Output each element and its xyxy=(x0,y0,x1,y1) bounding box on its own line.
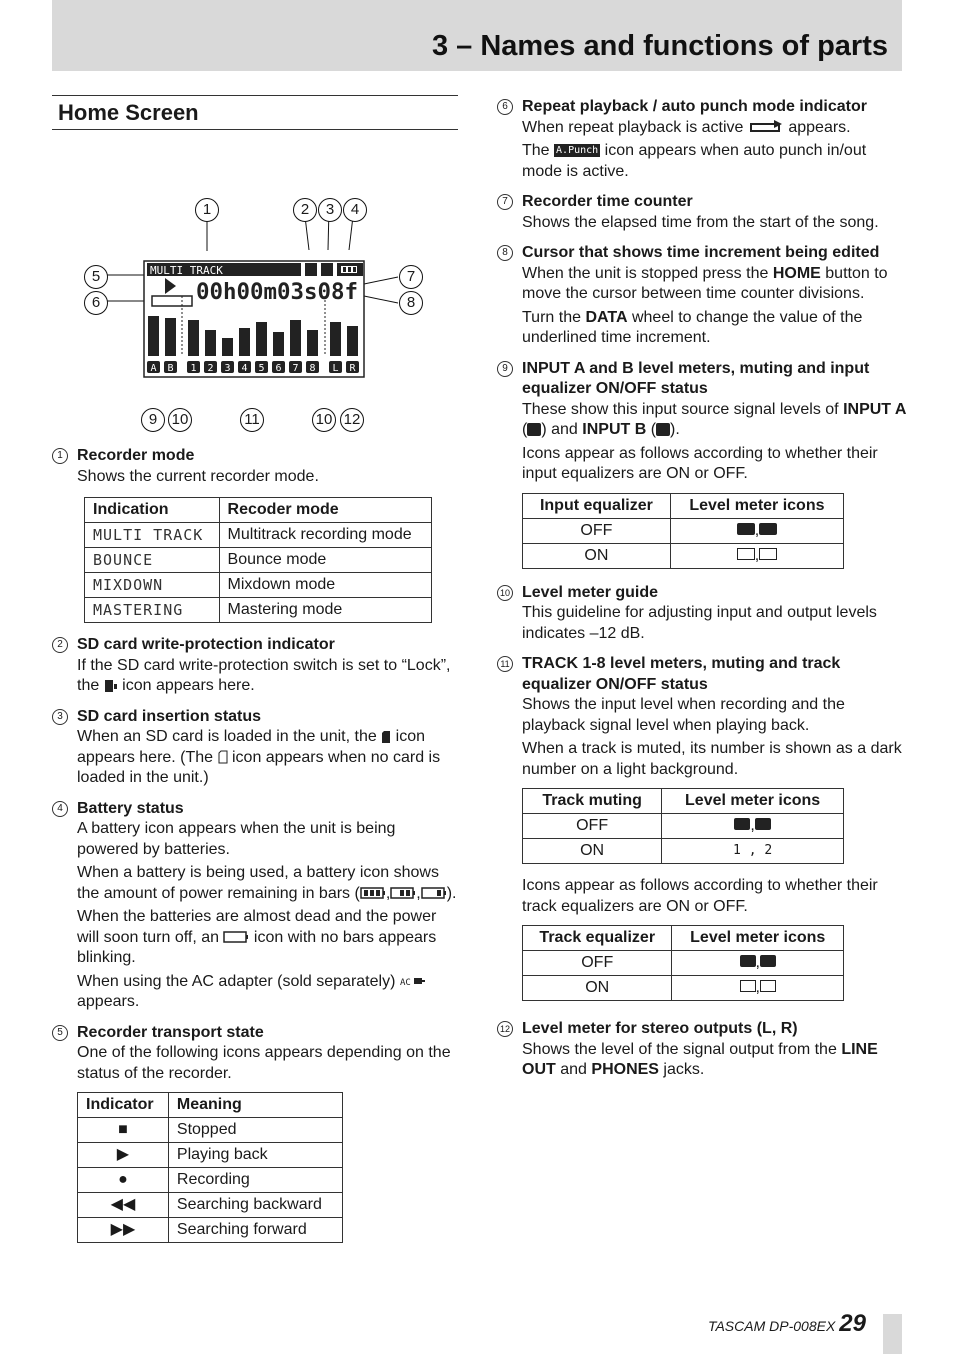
item-text: Shows the current recorder mode. xyxy=(77,467,319,485)
model-name: TASCAM DP-008EX xyxy=(707,1318,836,1334)
meter-bar xyxy=(290,320,301,356)
item-recorder-mode xyxy=(52,446,458,623)
record-icon: ● xyxy=(78,1168,169,1193)
sd-lock-icon xyxy=(104,679,118,693)
item-transport: 5 Recorder transport state One of the following icons appears depending on the status of the recorder. Indicator Meaning ■ Stopped ▶ Playing back ● Recording ◀◀ Searching backward ▶▶ Searching forward xyxy=(52,1023,458,1244)
callout-10: 10 xyxy=(168,408,192,432)
page-header xyxy=(52,0,902,71)
item-time-counter: 7 Recorder time counter Shows the elapsed time from the start of the song. xyxy=(497,192,907,233)
rewind-icon: ◀◀ xyxy=(78,1193,169,1218)
item-title: Recorder mode xyxy=(77,447,195,464)
track-eq-table: Track equalizer Level meter icons OFF , ON , xyxy=(522,925,844,1001)
meter-bar xyxy=(165,318,176,356)
callout-2: 2 xyxy=(293,198,317,222)
item-title: Level meter guide xyxy=(522,583,659,601)
sd-empty-icon xyxy=(218,750,228,764)
fast-forward-icon: ▶▶ xyxy=(78,1218,169,1243)
svg-text:AC: AC xyxy=(399,978,411,988)
callout-6: 6 xyxy=(84,291,108,315)
item-meter-guide: 10 Level meter guide This guideline for adjusting input and output levels indicates –12 dB. xyxy=(497,583,907,645)
battery-two-bars-icon xyxy=(390,887,416,899)
item-title: SD card insertion status xyxy=(77,707,262,725)
item-title: Recorder time counter xyxy=(522,193,693,210)
input-b-icon xyxy=(656,423,670,436)
item-title: Repeat playback / auto punch mode indicator xyxy=(522,98,867,115)
item-number: 6 xyxy=(497,99,513,115)
item-title: Battery status xyxy=(77,799,184,817)
callout-7: 7 xyxy=(399,265,423,289)
svg-text:MULTI TRACK: MULTI TRACK xyxy=(150,264,223,277)
track-mute-on-icons: 1 , 2 xyxy=(662,839,844,864)
item-number: 9 xyxy=(497,361,513,377)
meter-label: 4 xyxy=(241,363,248,374)
meter-label: R xyxy=(349,363,356,374)
item-sd-protect: 2 SD card write-protection indicator If the SD card write-protection switch is set to “Lock”, the icon appears here. xyxy=(52,635,458,697)
item-title: SD card write-protection indicator xyxy=(77,636,335,653)
meter-bar xyxy=(205,330,216,356)
input-eq-off-icons: , xyxy=(670,518,843,543)
page-footer xyxy=(708,1310,866,1338)
auto-punch-icon: A.Punch xyxy=(556,145,599,157)
chapter-title: 3 – Names and functions of parts xyxy=(431,30,888,62)
track-mute-table: Track muting Level meter icons OFF , ON 1 , 2 xyxy=(522,788,844,864)
callout-12: 12 xyxy=(340,408,364,432)
item-input-meters: 9 INPUT A and B level meters, muting and input equalizer ON/OFF status These show this input source signal levels of INPUT A ( ) and INPUT B ( ). Icons appear as follows according to whether their input equalizers are ON or OFF. Input equalizer Level meter icons OFF , ON , xyxy=(497,359,907,569)
meter-bar xyxy=(188,320,199,356)
item-stereo-meters: 12 Level meter for stereo outputs (L, R) Shows the level of the signal output from the LINE OUT and PHONES jacks. xyxy=(497,1019,907,1081)
meter-bar xyxy=(330,322,341,356)
repeat-icon xyxy=(748,120,784,134)
ac-adapter-icon xyxy=(400,975,426,987)
item-number: 4 xyxy=(52,801,68,817)
item-number: 2 xyxy=(52,637,68,653)
item-battery: 4 Battery status A battery icon appears when the unit is being powered by batteries. When a battery is being used, a battery icon shows the amount of power remaining in bars ( , , ). When the batteries are almost dead and the power will soon turn off, an icon with no bars appears blinking. When using the AC adapter (sold separately) AC appears. xyxy=(52,799,458,1013)
callout-4: 4 xyxy=(343,198,367,222)
callout-9: 9 xyxy=(141,408,165,432)
item-sd-insert: 3 SD card insertion status When an SD card is loaded in the unit, the icon appears here. (The icon appears when no card is loaded in the unit.) xyxy=(52,707,458,789)
meter-label: A xyxy=(150,363,157,374)
meter-label: 6 xyxy=(275,363,282,374)
input-a-icon xyxy=(527,423,541,436)
meter-label: 3 xyxy=(224,363,231,374)
lcd-diagram xyxy=(52,146,458,428)
track-eq-off-icons: , xyxy=(672,951,844,976)
left-column xyxy=(52,95,458,1243)
meter-label: 2 xyxy=(207,363,214,374)
callout-3: 3 xyxy=(318,198,342,222)
item-number: 10 xyxy=(497,585,513,601)
lcd-illustration xyxy=(52,146,458,386)
track-eq-on-icons: , xyxy=(672,976,844,1001)
meter-label: 7 xyxy=(292,363,299,374)
battery-full-icon xyxy=(360,887,386,899)
track-mute-off-icons: , xyxy=(662,814,844,839)
page-tab xyxy=(883,1314,902,1354)
play-icon: ▶ xyxy=(78,1143,169,1168)
item-title: Level meter for stereo outputs (L, R) xyxy=(522,1020,798,1037)
input-eq-on-icons: , xyxy=(670,543,843,568)
meter-bar xyxy=(273,332,284,356)
callout-1: 1 xyxy=(195,198,219,222)
item-title: INPUT A and B level meters, muting and input equalizer ON/OFF status xyxy=(522,359,870,397)
item-cursor: 8 Cursor that shows time increment being edited When the unit is stopped press the HOME button to move the cursor between time counter divisions. Turn the DATA wheel to change the value of the underlined time increment. xyxy=(497,243,907,349)
meter-label: 5 xyxy=(258,363,265,374)
callout-10b: 10 xyxy=(312,408,336,432)
meter-label: L xyxy=(332,363,339,374)
battery-one-bar-icon xyxy=(421,887,447,899)
item-title: TRACK 1-8 level meters, muting and track equalizer ON/OFF status xyxy=(522,655,841,693)
sd-card-icon xyxy=(381,730,391,744)
item-title: Cursor that shows time increment being edited xyxy=(522,244,880,261)
item-number: 11 xyxy=(497,656,513,672)
callout-8: 8 xyxy=(399,291,423,315)
item-number: 3 xyxy=(52,709,68,725)
meter-bar xyxy=(148,316,159,356)
meter-bar xyxy=(256,322,267,356)
battery-empty-icon xyxy=(223,931,249,943)
item-title: Recorder transport state xyxy=(77,1023,264,1041)
item-repeat: 6 Repeat playback / auto punch mode indicator When repeat playback is active appears. The A.Punch icon appears when auto punch in/out mode is active. xyxy=(497,97,907,182)
meter-label: B xyxy=(167,363,174,374)
item-track-meters: 11 TRACK 1-8 level meters, muting and track equalizer ON/OFF status Shows the input level when recording and the playback signal level when playing back. When a track is muted, its number is shown as a dark number on a light background. Track muting Level meter icons OFF , ON 1 , 2 Icons appear as follows according to whether their track equalizers are ON or OFF. Track equalizer Level meter icons OFF , ON , xyxy=(497,654,907,1001)
meter-bar xyxy=(307,330,318,356)
right-column xyxy=(497,97,907,1081)
meter-label: 1 xyxy=(190,363,197,374)
stop-icon: ■ xyxy=(78,1118,169,1143)
meter-label: 8 xyxy=(309,363,316,374)
item-number: 5 xyxy=(52,1025,68,1041)
item-number: 8 xyxy=(497,245,513,261)
recorder-mode-table: Indication Recoder mode MULTI TRACK Multitrack recording mode BOUNCE Bounce mode MIXDOWN Mixdown mode MASTERING Mastering mode xyxy=(84,497,432,623)
meter-bar xyxy=(222,338,233,356)
item-number: 7 xyxy=(497,194,513,210)
input-eq-table: Input equalizer Level meter icons OFF , ON , xyxy=(522,493,844,569)
svg-text:00h00m03s08f: 00h00m03s08f xyxy=(196,280,358,305)
meter-bar xyxy=(239,328,250,356)
item-number: 12 xyxy=(497,1021,513,1037)
section-title: Home Screen xyxy=(52,95,458,130)
item-number: 1 xyxy=(52,448,68,464)
callout-11: 11 xyxy=(240,408,264,432)
callout-5: 5 xyxy=(84,265,108,289)
transport-table: Indicator Meaning ■ Stopped ▶ Playing back ● Recording ◀◀ Searching backward ▶▶ Searching forward xyxy=(77,1092,343,1243)
meter-bar xyxy=(347,326,358,356)
page-number: 29 xyxy=(839,1310,866,1337)
